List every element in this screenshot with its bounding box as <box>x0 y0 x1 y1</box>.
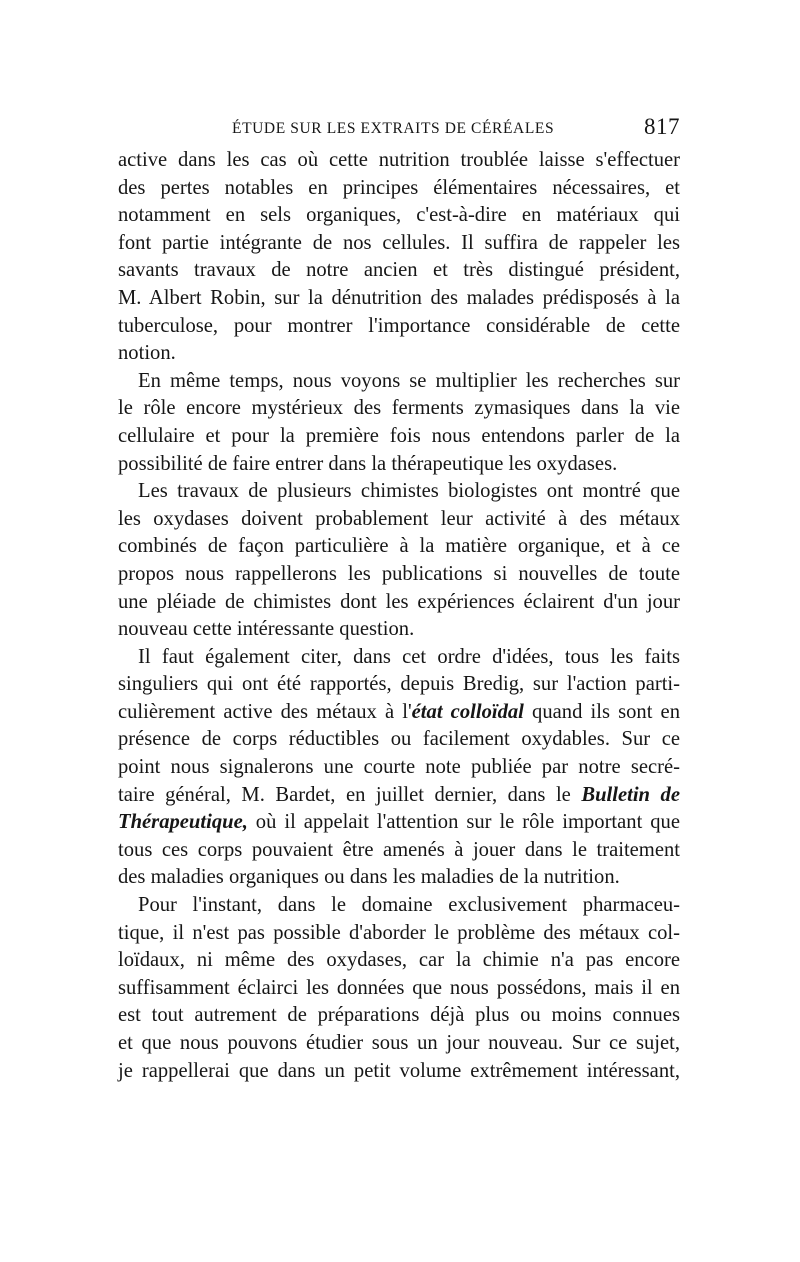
text-line: des pertes notables en principes élémentaires nécessaires, et <box>118 176 680 199</box>
text-line: font partie intégrante de nos cellules. Il suffira de rappeler les <box>118 231 680 254</box>
text-line: active dans les cas où cette nutrition troublée laisse s'effectuer <box>118 149 680 171</box>
text-line: loïdaux, ni même des oxydases, car la chimie n'a pas encore <box>118 949 680 972</box>
text-line: tuberculose, pour montrer l'importance considérable de cette <box>118 314 680 337</box>
text-line <box>118 782 680 810</box>
text-line: cellulaire et pour la première fois nous entendons parler de la <box>118 424 680 447</box>
text-line: M. Albert Robin, sur la dénutrition des malades prédisposés à la <box>118 286 680 309</box>
text-line: les oxydases doivent probablement leur activité à des métaux <box>118 507 680 530</box>
text-line: suffisamment éclairci les données que nous possédons, mais il en <box>118 976 680 999</box>
text-line: tous ces corps pouvaient être amenés à jouer dans le traitement <box>118 838 680 861</box>
text-line: je rappellerai que dans un petit volume extrêmement intéressant, <box>118 1059 680 1082</box>
text-line: tique, il n'est pas possible d'aborder le problème des métaux col- <box>118 921 680 944</box>
page-number: 817 <box>644 114 680 139</box>
text-line: combinés de façon particulière à la matière organique, et à ce <box>118 535 680 558</box>
text-line: des maladies organiques ou dans les maladies de la nutrition. <box>118 866 620 889</box>
text-run: où il appelait l'attention sur le rôle important que <box>247 811 680 834</box>
text-line <box>118 699 680 727</box>
text-line: présence de corps réductibles ou facilement oxydables. Sur ce <box>118 728 680 751</box>
text-line: notion. <box>118 342 176 365</box>
running-head <box>118 114 680 146</box>
text-line <box>118 809 680 837</box>
text-line: Pour l'instant, dans le domaine exclusivement pharmaceu- <box>138 894 680 917</box>
body-text <box>118 147 680 1085</box>
text-line: possibilité de faire entrer dans la thérapeutique les oxydases. <box>118 452 618 475</box>
italic-title: Bulletin de <box>581 783 680 806</box>
text-line: propos nous rappellerons les publications si nouvelles de toute <box>118 562 680 585</box>
text-line: et que nous pouvons étudier sous un jour nouveau. Sur ce sujet, <box>118 1032 680 1054</box>
text-line: le rôle encore mystérieux des ferments zymasiques dans la vie <box>118 397 680 420</box>
text-line: savants travaux de notre ancien et très distingué président, <box>118 259 680 282</box>
text-line: Les travaux de plusieurs chimistes biologistes ont montré que <box>138 480 680 503</box>
text-line: singuliers qui ont été rapportés, depuis Bredig, sur l'action parti- <box>118 673 680 696</box>
text-run: taire général, M. Bardet, en juillet dernier, dans le <box>118 783 582 806</box>
text-line: une pléiade de chimistes dont les expériences éclairent d'un jour <box>118 590 680 613</box>
italic-term: état colloïdal <box>411 700 524 723</box>
text-line: Il faut également citer, dans cet ordre d'idées, tous les faits <box>138 645 680 668</box>
running-title: ÉTUDE SUR LES EXTRAITS DE CÉRÉALES <box>232 120 555 137</box>
italic-title: Thérapeutique, <box>118 811 248 834</box>
text-line: point nous signalerons une courte note publiée par notre secré- <box>118 756 680 779</box>
text-run: quand ils sont en <box>523 700 680 723</box>
text-line: En même temps, nous voyons se multiplier les recherches sur <box>138 369 680 392</box>
text-run: culièrement active des métaux à l' <box>118 700 412 723</box>
text-line: notamment en sels organiques, c'est-à-dire en matériaux qui <box>118 204 680 227</box>
text-line: est tout autrement de préparations déjà plus ou moins connues <box>118 1004 680 1027</box>
text-line: nouveau cette intéressante question. <box>118 618 415 641</box>
